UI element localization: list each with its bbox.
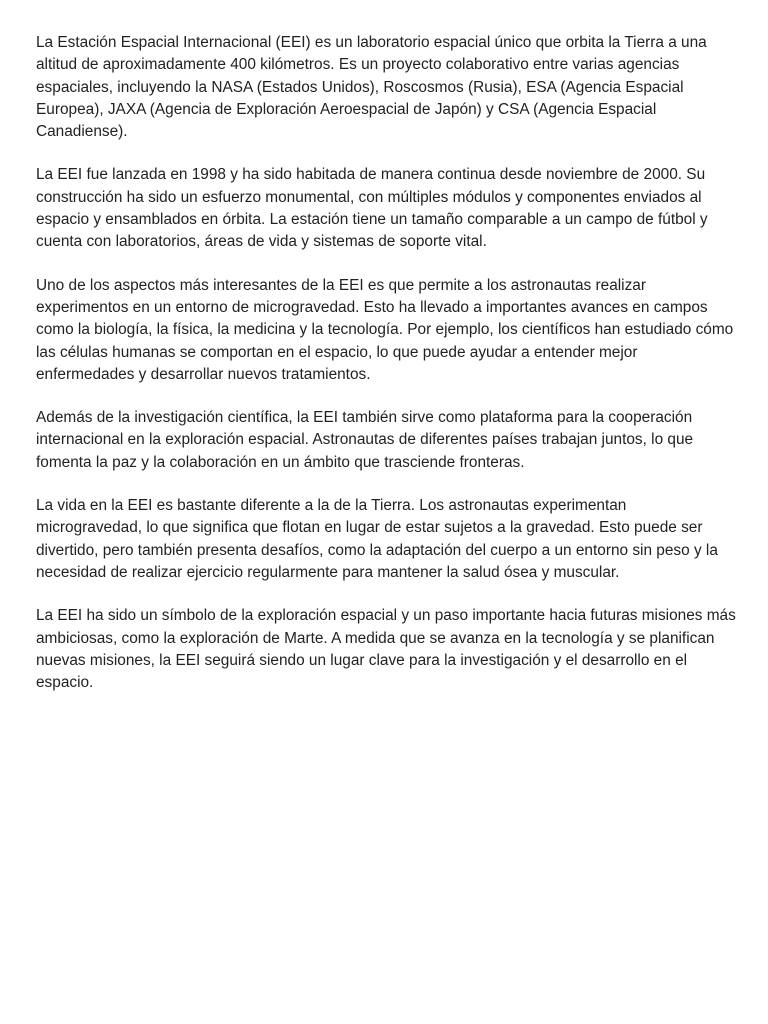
paragraph-4: Además de la investigación científica, la EEI también sirve como plataforma para la cooperación internacional en la exploración espacial. Astronautas de diferentes países trabajan juntos, lo que fomenta la paz y la colaboración en un ámbito que trasciende fronteras. (36, 409, 694, 471)
paragraph-2: La EEI fue lanzada en 1998 y ha sido habitada de manera continua desde noviembre de 2000. Su construcción ha sido un esfuerzo monumental, con múltiples módulos y componentes enviados al espacio y ensamblados en órbita. La estación tiene un tamaño comparable a un campo de fútbol y cuenta con laboratorios, áreas de vida y sistemas de soporte vital. (36, 166, 708, 251)
paragraph-5: La vida en la EEI es bastante diferente a la de la Tierra. Los astronautas experimentan microgravedad, lo que significa que flotan en lugar de estar sujetos a la gravedad. Esto puede ser divertido, pero también presenta desafíos, como la adaptación del cuerpo a un entorno sin peso y la necesidad de realizar ejercicio regularmente para mantener la salud ósea y muscular. (36, 497, 718, 581)
paragraph-6: La EEI ha sido un símbolo de la exploración espacial y un paso importante hacia futuras misiones más ambiciosas, como la exploración de Marte. A medida que se avanza en la tecnología y se planifican nuevas misiones, la EEI seguirá siendo un lugar clave para la investigación y el desarrollo en el espacio. (36, 607, 736, 692)
paragraph-1: La Estación Espacial Internacional (EEI) es un laboratorio espacial único que orbita la Tierra a una altitud de aproximadamente 400 kilómetros. Es un proyecto colaborativo entre varias agencias espaciales, incluyendo la NASA (Estados Unidos), Roscosmos (Rusia), ESA (Agencia Espacial Europea), JAXA (Agencia de Exploración Aeroespacial de Japón) y CSA (Agencia Espacial Canadiense). (36, 34, 707, 141)
paragraph-3: Uno de los aspectos más interesantes de la EEI es que permite a los astronautas realizar experimentos en un entorno de microgravedad. Esto ha llevado a importantes avances en campos como la biología, la física, la medicina y la tecnología. Por ejemplo, los científicos han estudiado cómo las células humanas se comportan en el espacio, lo que puede ayudar a entender mejor enfermedades y desarrollar nuevos tratamientos. (36, 276, 734, 383)
